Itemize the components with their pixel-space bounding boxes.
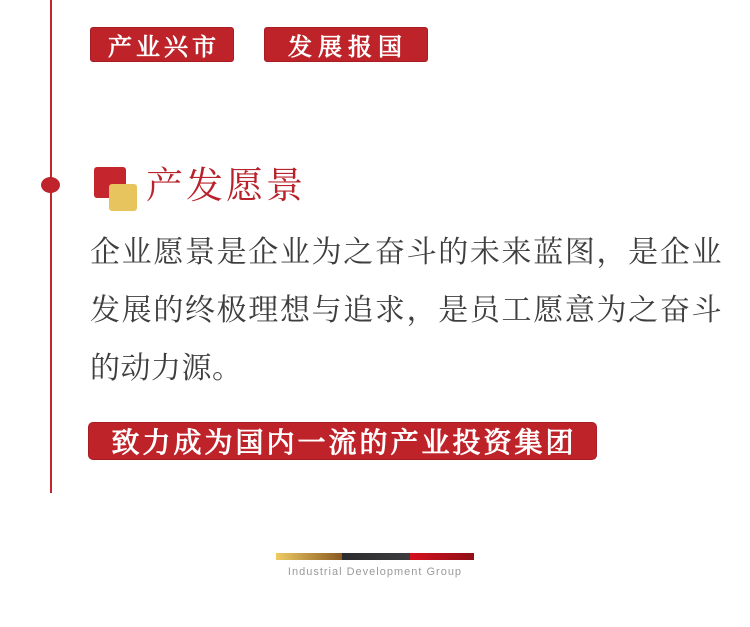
section-heading [94,163,306,213]
brand-caption: Industrial Development Group [287,566,463,578]
brand-bar-dark-segment [342,553,410,560]
brand-bar-gold-segment [276,553,342,560]
gold-square-icon [109,184,137,211]
slogan-badge-row [90,27,428,62]
overlapping-squares-icon [94,163,140,213]
vision-paragraph: 企业愿景是企业为之奋斗的未来蓝图，是企业发展的终极理想与追求，是员工愿意为之奋斗的动力源。 [90,236,722,385]
vision-banner: 致力成为国内一流的产业投资集团 [88,422,597,460]
slogan-badge-development: 发展报国 [264,27,428,62]
section-title: 产发愿景 [146,165,306,206]
timeline-line [50,0,52,493]
timeline-dot-icon [41,177,60,193]
brand-bar-red-segment [410,553,474,560]
slogan-badge-industry: 产业兴市 [90,27,234,62]
brand-bar-icon [276,553,474,560]
